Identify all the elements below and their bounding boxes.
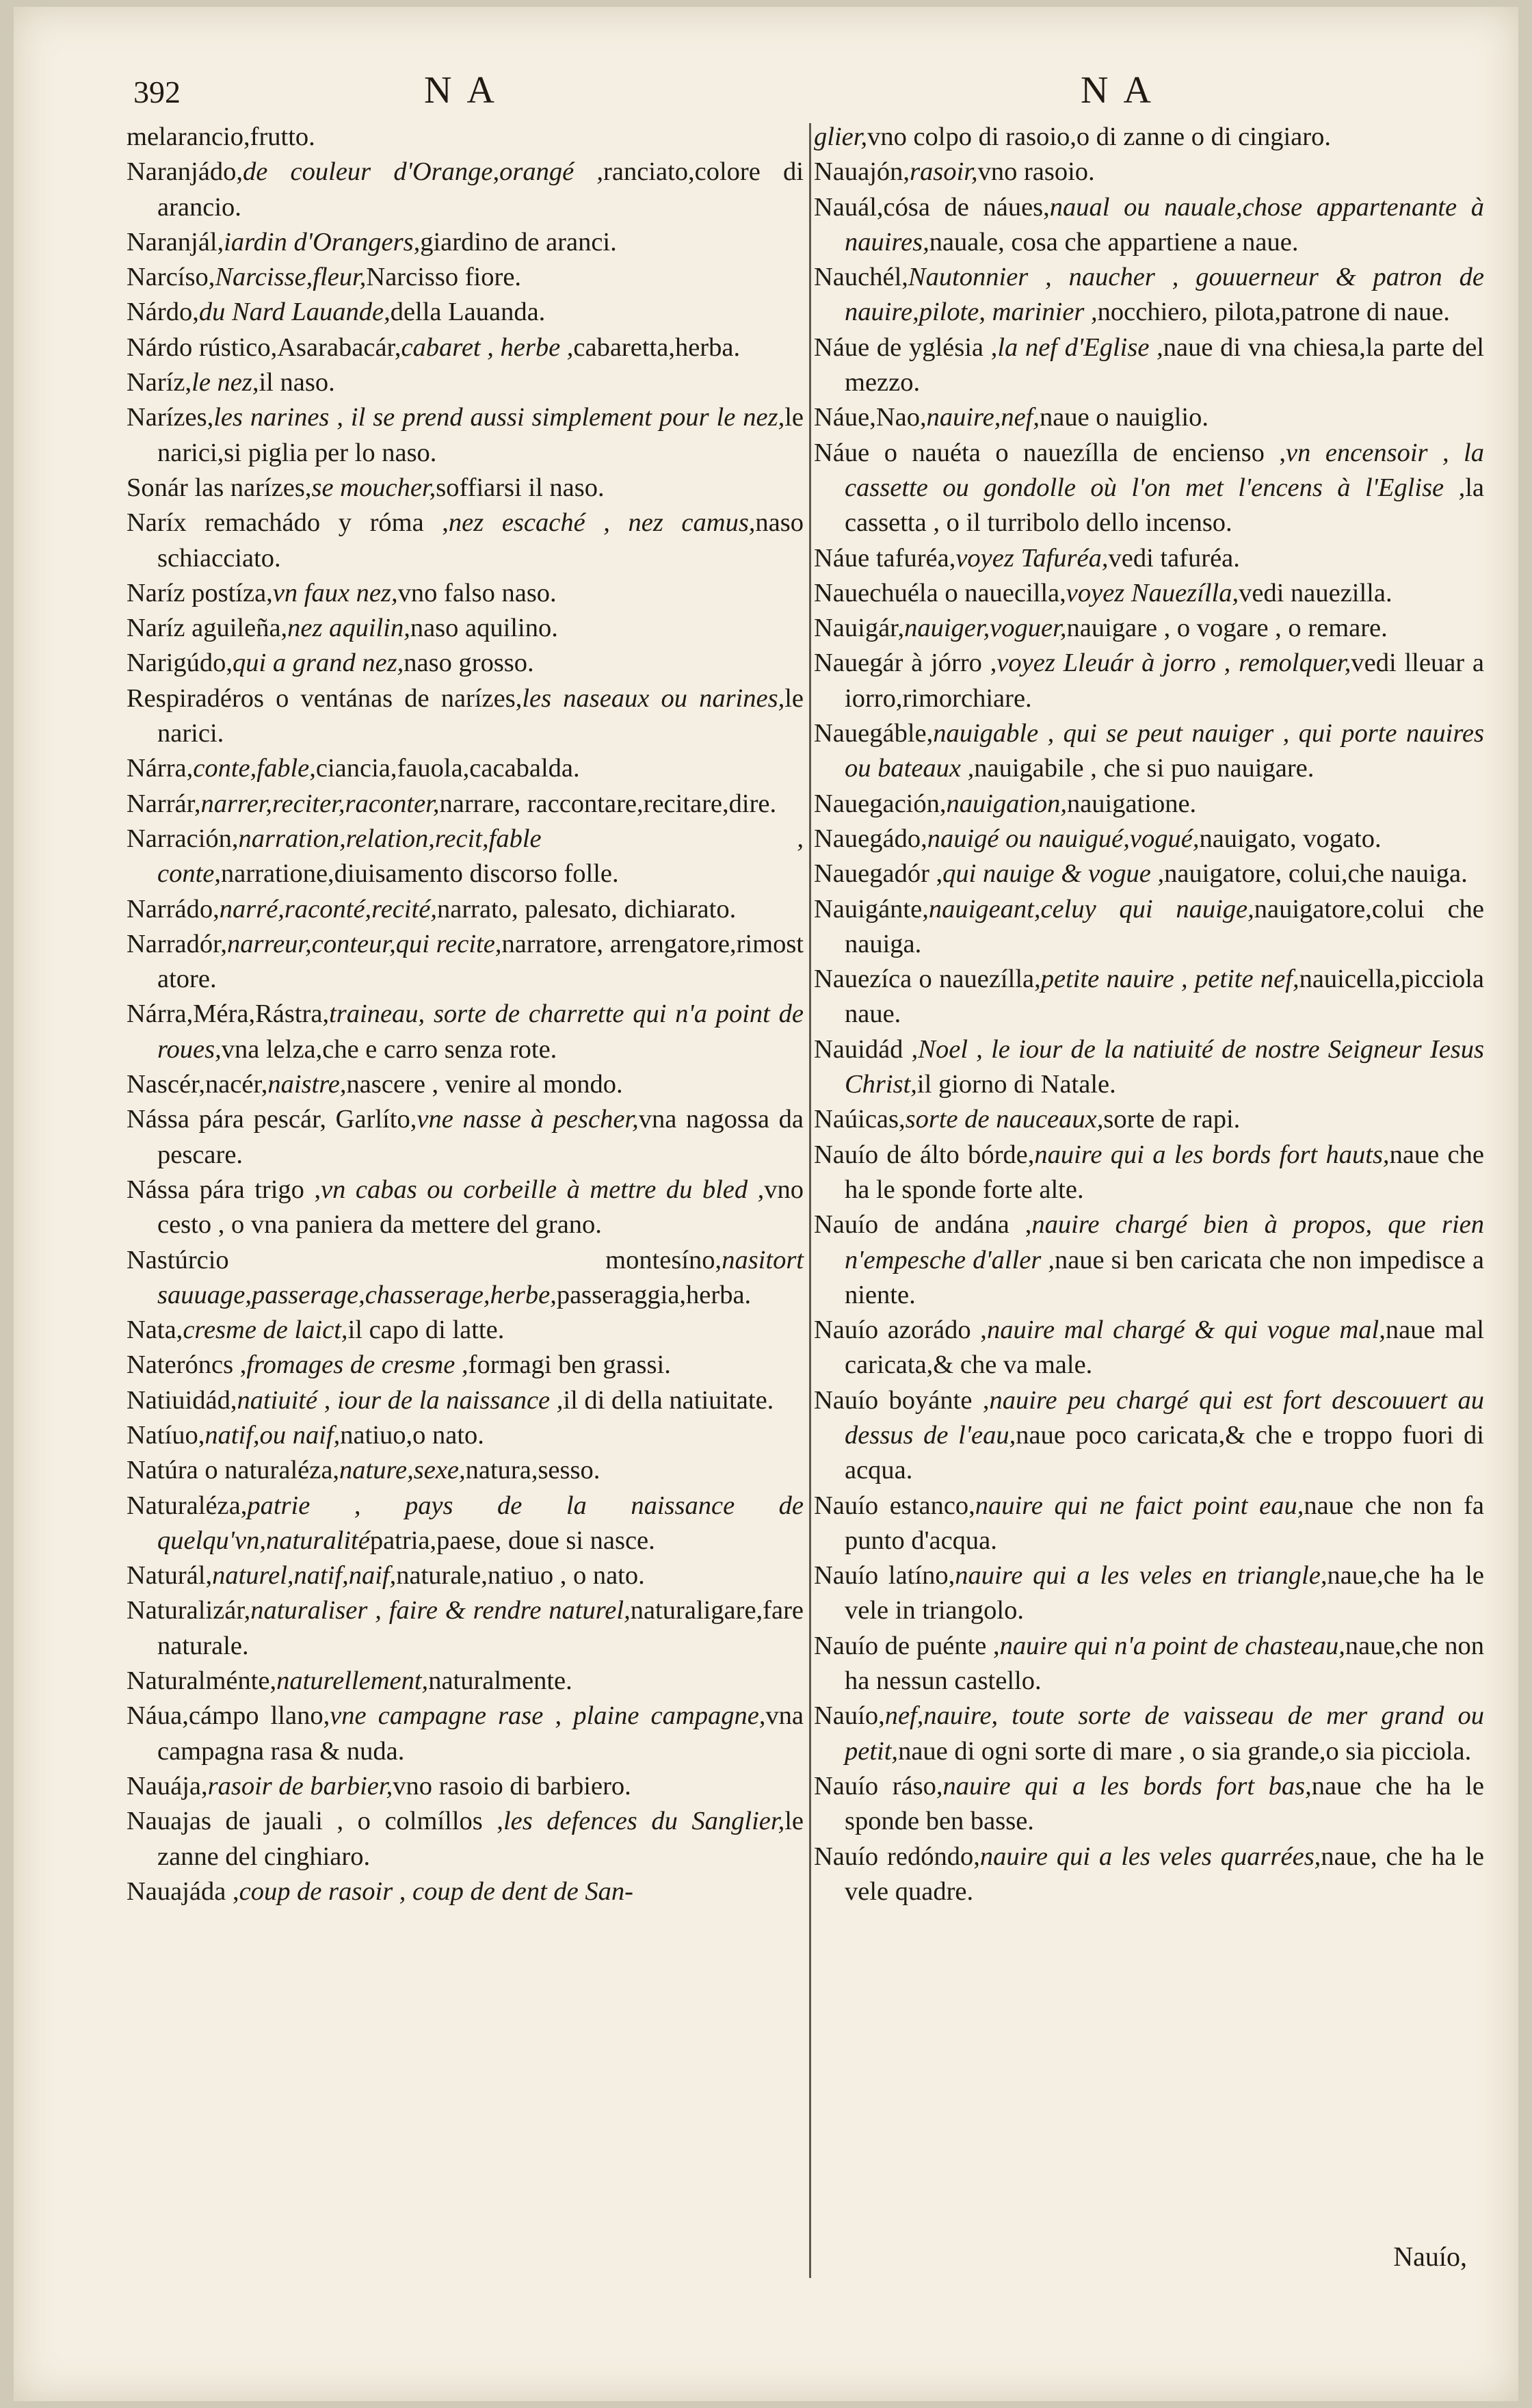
dictionary-entry [814, 1138, 1484, 1208]
entry-it: vedi lleuar a iorro,rimorchiare. [845, 649, 1485, 713]
entry-fr: se moucher, [311, 473, 436, 502]
entry-it: naso aquilino. [410, 614, 558, 643]
entry-fr: narré,raconté,recité, [219, 894, 437, 924]
entry-fr: conte,fable, [193, 754, 316, 783]
entry-es: Náue,Nao, [814, 403, 927, 432]
dictionary-entry [127, 1699, 804, 1769]
entry-fr: nauire mal chargé & qui vogue mal, [986, 1316, 1386, 1345]
entry-it: cabaretta,herba. [573, 332, 741, 362]
entry-fr: rasoir, [910, 157, 978, 187]
entry-es: Nássa pára pescár, Garlíto, [127, 1105, 417, 1134]
entry-it: naue di vna chiesa,la parte del mezzo. [845, 332, 1484, 397]
entry-it: naturale,natiuo , o nato. [396, 1561, 645, 1591]
dictionary-entry [127, 927, 804, 997]
dictionary-entry [127, 365, 804, 400]
entry-es: Nauío estanco, [814, 1491, 975, 1520]
entry-fr: naturel,natif,naif, [212, 1561, 397, 1591]
entry-fr: vne campagne rase , plaine campagne, [330, 1701, 766, 1731]
dictionary-entry [814, 260, 1484, 330]
entry-fr: patrie , pays de la naissance de quelqu'vn,naturalité [157, 1491, 804, 1555]
dictionary-entry [127, 1383, 804, 1418]
entry-es: Naranjál, [127, 227, 224, 257]
dictionary-entry [814, 1383, 1484, 1489]
entry-fr: vn cabas ou corbeille à mettre du bled , [321, 1175, 765, 1204]
entry-es: Nauío de puénte , [814, 1631, 1000, 1660]
dictionary-entry [127, 611, 804, 646]
entry-fr: nez escaché , nez camus, [448, 508, 756, 538]
entry-it: naue che non fa punto d'acqua. [845, 1491, 1484, 1555]
entry-es: Náue o nauéta o nauezílla de encienso , [814, 438, 1286, 467]
dictionary-entry [127, 1348, 804, 1383]
dictionary-entry [127, 681, 804, 752]
entry-es: Narigúdo, [127, 649, 233, 678]
dictionary-entry [814, 1313, 1484, 1383]
dictionary-entry [127, 1804, 804, 1874]
entry-it: naso grosso. [404, 649, 534, 678]
entry-fr: les naseaux ou narines, [522, 683, 785, 713]
entry-fr: nauire qui a les veles quarrées, [979, 1842, 1321, 1871]
dictionary-entry [814, 856, 1484, 891]
entry-it: nauicella,picciola naue. [845, 965, 1484, 1029]
dictionary-entry [814, 611, 1484, 646]
dictionary-entry [814, 962, 1484, 1032]
entry-it: vna nagossa da pescare. [157, 1105, 804, 1169]
dictionary-entry [814, 436, 1484, 541]
entry-it: naturaligare,fare naturale. [157, 1596, 804, 1660]
entry-fr: Nautonnier , naucher , gouuerneur & patron de nauire,pilote, marinier , [845, 263, 1484, 327]
entry-es: Nauajáda , [127, 1876, 239, 1906]
entry-es: Nauío boyánte , [814, 1385, 990, 1415]
entry-es: Nauegádo, [814, 824, 927, 853]
page-header [14, 68, 1518, 123]
entry-fr: naturaliser , faire & rendre naturel, [250, 1596, 631, 1625]
entry-es: Nárra,Méra,Rástra, [127, 999, 330, 1029]
entry-it: naue che ha le sponde ben basse. [845, 1771, 1484, 1836]
entry-it: nauigabile , che si puo nauigare. [974, 754, 1315, 783]
entry-it: soffiarsi il naso. [436, 473, 605, 502]
entry-it: nocchiero, pilota,patrone di naue. [1097, 298, 1450, 327]
entry-it: nauigato, vogato. [1199, 824, 1382, 853]
entry-es: Naranjádo, [127, 157, 243, 187]
dictionary-entry [814, 716, 1484, 787]
entry-it: vno rasoio. [977, 157, 1095, 187]
entry-es: Narízes, [127, 403, 214, 432]
entry-it: vno colpo di rasoio,o di zanne o di cingiaro. [867, 122, 1331, 151]
dictionary-entry [127, 225, 804, 260]
dictionary-entry [814, 120, 1484, 155]
page-number: 392 [133, 75, 181, 109]
dictionary-entry [814, 1840, 1484, 1910]
entry-it: vno falso naso. [397, 578, 557, 607]
entry-es: Nata, [127, 1316, 183, 1345]
dictionary-entry [127, 646, 804, 681]
entry-it: naue di ogni sorte di mare , o sia grande,o sia picciola. [898, 1736, 1472, 1766]
entry-it: naue, che ha le vele quadre. [845, 1842, 1485, 1906]
column-divider [809, 123, 811, 2278]
entry-es: Nauío, [814, 1701, 885, 1731]
entry-it: le narici. [157, 683, 804, 748]
entry-it: formagi ben grassi. [468, 1350, 671, 1380]
entry-fr: sorte de nauceaux, [905, 1105, 1104, 1134]
entry-fr: Noel , le iour de la natiuité de nostre Seigneur Iesus Christ, [845, 1034, 1484, 1099]
dictionary-entry [127, 1067, 804, 1102]
entry-fr: traineau, sorte de charrette qui n'a point de roues, [157, 999, 804, 1064]
entry-it: Narcisso fiore. [366, 263, 522, 292]
entry-fr: nauire qui ne faict point eau, [975, 1491, 1304, 1520]
dictionary-entry [814, 1207, 1484, 1313]
entry-es: Nauajón, [814, 157, 910, 187]
entry-it: il naso. [259, 368, 335, 397]
entry-it: naue che ha le sponde forte alte. [845, 1140, 1484, 1204]
entry-es: Naturaléza, [127, 1491, 248, 1520]
entry-es: Narrár, [127, 789, 201, 818]
entry-it: vedi nauezilla. [1239, 578, 1392, 607]
entry-fr: voyez Lleuár à jorro , remolquer, [996, 649, 1351, 678]
right-column [814, 120, 1484, 1909]
entry-it: le narici,si piglia per lo naso. [157, 403, 804, 467]
dictionary-entry [127, 120, 804, 155]
entry-it: patria,paese, doue si nasce. [369, 1526, 655, 1555]
entry-fr: fromages de cresme , [246, 1350, 468, 1380]
dictionary-entry [127, 295, 804, 330]
dictionary-entry [814, 190, 1484, 261]
entry-es: Nárdo rústico,Asarabacár, [127, 332, 401, 362]
dictionary-entry [127, 997, 804, 1067]
entry-fr: nef,nauire, toute sorte de vaisseau de mer grand ou petit, [845, 1701, 1484, 1766]
entry-fr: vn faux nez, [272, 578, 398, 607]
entry-it: vna campagna rasa & nuda. [157, 1701, 804, 1766]
entry-es: Nárdo, [127, 298, 199, 327]
entry-fr: nauire chargé bien à propos, que rien n'empesche d'aller , [845, 1210, 1484, 1274]
entry-fr: iardin d'Orangers, [224, 227, 421, 257]
dictionary-entry [127, 1418, 804, 1453]
dictionary-entry [127, 822, 804, 892]
entry-it: della Lauanda. [390, 298, 546, 327]
entry-fr: naual ou nauale,chose appartenante à nauires, [845, 192, 1484, 257]
entry-es: Sonár las narízes, [127, 473, 312, 502]
entry-it: naturalmente. [428, 1666, 572, 1696]
dictionary-entry [127, 1593, 804, 1664]
entry-fr: nauigable , qui se peut nauiger , qui porte nauires ou bateaux , [845, 719, 1484, 783]
entry-es: Nauío de andána , [814, 1210, 1032, 1240]
entry-fr: nauire qui a les bords fort hauts, [1034, 1140, 1390, 1169]
entry-fr: nauigation, [946, 789, 1067, 818]
entry-es: Naríx remachádo y róma , [127, 508, 449, 538]
entry-it: naso schiacciato. [157, 508, 804, 573]
entry-it: il di della natiuitate. [563, 1385, 774, 1415]
dictionary-entry [127, 1173, 804, 1243]
entry-es: Nateróncs , [127, 1350, 247, 1380]
entry-es: Narradór, [127, 929, 228, 958]
entry-es: Narcíso, [127, 263, 215, 292]
entry-es: Nauegadór , [814, 859, 943, 889]
entry-it: naue o nauiglio. [1040, 403, 1209, 432]
entry-it: nascere , venire al mondo. [346, 1070, 623, 1099]
entry-fr: nature,sexe, [339, 1456, 466, 1485]
dictionary-entry [127, 576, 804, 611]
entry-it: narrare, raccontare,recitare,dire. [439, 789, 777, 818]
entry-fr: nez aquilin, [287, 614, 410, 643]
entry-fr: les defences du Sanglier, [503, 1807, 785, 1836]
entry-fr: nauigeant,celuy qui nauige, [928, 894, 1254, 924]
dictionary-entry [127, 787, 804, 822]
dictionary-entry [814, 1629, 1484, 1699]
entry-it: la cassetta , o il turribolo dello incenso. [845, 473, 1484, 538]
dictionary-entry [127, 892, 804, 927]
entry-es: Nauchél, [814, 263, 908, 292]
entry-es: Nauegáble, [814, 719, 934, 748]
entry-es: Nauegación, [814, 789, 947, 818]
dictionary-entry [814, 892, 1484, 963]
entry-it: vno rasoio di barbiero. [393, 1771, 631, 1801]
entry-es: Naríz postíza, [127, 578, 273, 607]
entry-fr: qui a grand nez, [233, 649, 404, 678]
entry-it: natura,sesso. [465, 1456, 600, 1485]
entry-fr: vne nasse à pescher, [417, 1105, 639, 1134]
entry-es: Naturál, [127, 1561, 213, 1591]
entry-es: Nauío de álto bórde, [814, 1140, 1035, 1169]
entry-es: Nauío azorádo , [814, 1316, 987, 1345]
entry-es: Nauío latíno, [814, 1561, 955, 1591]
entry-fr: voyez Nauezílla, [1066, 578, 1239, 607]
entry-it: nauigatione. [1066, 789, 1197, 818]
dictionary-entry [814, 1699, 1484, 1769]
entry-it: nauigatore,colui che nauiga. [845, 894, 1484, 958]
entry-es: Nauezíca o nauezílla, [814, 965, 1041, 994]
entry-fr: nauire qui a les veles en triangle, [955, 1561, 1328, 1591]
dictionary-entry [814, 1032, 1484, 1103]
entry-es: Náue de yglésia , [814, 332, 998, 362]
dictionary-entry [127, 1664, 804, 1699]
entry-fr: cabaret , herbe , [401, 332, 574, 362]
dictionary-entry [814, 155, 1484, 189]
entry-es: Naúicas, [814, 1105, 906, 1134]
entry-fr: le nez, [192, 368, 259, 397]
dictionary-entry [127, 330, 804, 365]
entry-es: Nauío redóndo, [814, 1842, 980, 1871]
entry-fr: narrer,reciter,raconter, [200, 789, 440, 818]
dictionary-entry [814, 646, 1484, 716]
dictionary-entry [127, 1874, 804, 1909]
entry-fr: nauire peu chargé qui est fort descouuert au dessus de l'eau, [845, 1385, 1484, 1450]
entry-es: Nascér,nacér, [127, 1070, 268, 1099]
entry-es: Naturalménte, [127, 1666, 277, 1696]
entry-fr: glier, [814, 122, 868, 151]
left-column [127, 120, 804, 1909]
dictionary-entry [127, 400, 804, 471]
dictionary-entry [814, 1769, 1484, 1840]
entry-fr: du Nard Lauande, [198, 298, 391, 327]
entry-fr: les narines , il se prend aussi simplement pour le nez, [213, 403, 785, 432]
entry-fr: nasitort sauuage,passerage,chasserage,herbe, [157, 1245, 804, 1309]
entry-fr: nauire qui n'a point de chasteau, [999, 1631, 1345, 1660]
dictionary-entry [127, 1769, 804, 1804]
entry-es: Nauája, [127, 1771, 208, 1801]
entry-it: naue poco caricata,& che e troppo fuori di acqua. [845, 1420, 1484, 1485]
dictionary-entry [814, 330, 1484, 401]
entry-it: sorte de rapi. [1103, 1105, 1241, 1134]
dictionary-page [14, 7, 1518, 2401]
entry-it: melarancio,frutto. [127, 122, 315, 151]
entry-fr: coup de rasoir , coup de dent de San- [239, 1876, 633, 1906]
entry-fr: narration,relation,recit,fable , conte, [157, 824, 804, 889]
entry-es: Respiradéros o ventánas de narízes, [127, 683, 523, 713]
entry-fr: Narcisse,fleur, [215, 263, 367, 292]
dictionary-entry [127, 1243, 804, 1313]
running-head-right: NA [1081, 69, 1166, 112]
entry-fr: naturellement, [276, 1666, 429, 1696]
entry-it: narratore, arrengatore,rimost atore. [157, 929, 804, 994]
dictionary-entry [814, 1102, 1484, 1137]
running-head-left: NA [424, 69, 510, 112]
entry-it: vno cesto , o vna paniera da mettere del grano. [157, 1175, 804, 1240]
entry-fr: nauire,nef, [926, 403, 1040, 432]
entry-it: ranciato,colore di arancio. [157, 157, 804, 222]
entry-es: Nauigár, [814, 614, 905, 643]
entry-es: Náua,cámpo llano, [127, 1701, 330, 1731]
dictionary-entry [814, 787, 1484, 822]
entry-fr: nauire qui a les bords fort bas, [942, 1771, 1312, 1801]
entry-it: naue,che ha le vele in triangolo. [845, 1561, 1484, 1625]
dictionary-entry [127, 1313, 804, 1348]
entry-es: Natíuo, [127, 1420, 205, 1450]
entry-it: natiuo,o nato. [340, 1420, 484, 1450]
entry-es: Nauigánte, [814, 894, 929, 924]
entry-fr: natif,ou naif, [204, 1420, 341, 1450]
dictionary-entry [814, 576, 1484, 611]
entry-it: naue mal caricata,& che va male. [845, 1316, 1484, 1380]
entry-fr: voyez Tafuréa, [955, 543, 1109, 573]
entry-it: giardino de aranci. [420, 227, 617, 257]
dictionary-entry [127, 471, 804, 506]
dictionary-entry [127, 506, 804, 576]
entry-es: Natiuidád, [127, 1385, 237, 1415]
dictionary-entry [127, 260, 804, 295]
dictionary-entry [127, 1102, 804, 1173]
dictionary-entry [127, 1558, 804, 1593]
entry-it: le zanne del cinghiaro. [157, 1807, 804, 1871]
dictionary-entry [814, 1558, 1484, 1629]
entry-es: Nastúrcio montesíno, [127, 1245, 722, 1274]
entry-es: Nauío rásо, [814, 1771, 943, 1801]
entry-es: Nauegár à jórro , [814, 649, 997, 678]
entry-fr: nauigé ou nauigué,vogué, [927, 824, 1200, 853]
entry-fr: cresme de laict, [183, 1316, 348, 1345]
entry-es: Nauál,cósa de náues, [814, 192, 1050, 222]
entry-it: ciancia,fauola,cacabalda. [315, 754, 580, 783]
entry-es: Náue tafuréa, [814, 543, 956, 573]
dictionary-entry [814, 822, 1484, 856]
entry-it: nauigare , o vogare , o remare. [1066, 614, 1388, 643]
entry-fr: petite nauire , petite nef, [1040, 965, 1299, 994]
dictionary-entry [814, 541, 1484, 576]
entry-it: narrato, palesato, dichiarato. [437, 894, 737, 924]
entry-fr: rasoir de barbier, [207, 1771, 393, 1801]
entry-es: Nauajas de jauali , o colmíllos , [127, 1807, 503, 1836]
entry-es: Narración, [127, 824, 239, 853]
entry-it: narratione,diuisamento discorso folle. [221, 859, 619, 889]
entry-es: Nauechuéla o nauecilla, [814, 578, 1066, 607]
entry-es: Naturalizár, [127, 1596, 251, 1625]
entry-fr: de couleur d'Orange,orangé , [242, 157, 604, 187]
entry-it: il capo di latte. [347, 1316, 505, 1345]
entry-es: Narrádo, [127, 894, 220, 924]
entry-es: Nárra, [127, 754, 194, 783]
entry-es: Nauidád , [814, 1034, 919, 1064]
entry-fr: la nef d'Eglise , [997, 332, 1163, 362]
dictionary-entry [814, 1489, 1484, 1559]
entry-es: Natúra o naturaléza, [127, 1456, 340, 1485]
entry-es: Naríz aguileña, [127, 614, 288, 643]
catchword: Nauío, [1393, 2241, 1467, 2272]
entry-fr: naistre, [267, 1070, 347, 1099]
entry-es: Naríz, [127, 368, 192, 397]
entry-it: nauigatore, colui,che nauiga. [1164, 859, 1468, 889]
dictionary-entry [127, 155, 804, 225]
entry-it: vna lelza,che e carro senza rote. [221, 1034, 557, 1064]
dictionary-entry [127, 751, 804, 786]
dictionary-entry [814, 400, 1484, 435]
entry-it: naue si ben caricata che non impedisce a niente. [845, 1245, 1484, 1309]
entry-fr: nauiger,voguer, [904, 614, 1067, 643]
entry-es: Nássa pára trigo , [127, 1175, 321, 1204]
entry-fr: natiuité , iour de la naissance , [237, 1385, 564, 1415]
entry-it: passeraggia,herba. [556, 1280, 752, 1309]
entry-it: naue,che non ha nessun castello. [845, 1631, 1484, 1696]
entry-it: nauale, cosa che appartiene a naue. [929, 227, 1299, 257]
dictionary-entry [127, 1453, 804, 1488]
entry-it: il giorno di Natale. [916, 1070, 1116, 1099]
entry-fr: qui nauige & vogue , [942, 859, 1165, 889]
entry-fr: vn encensoir , la cassette ou gondolle où l'on met l'encens à l'Eglise , [845, 438, 1484, 502]
dictionary-entry [127, 1489, 804, 1559]
entry-fr: narreur,conteur,qui recite, [227, 929, 502, 958]
entry-it: vedi tafuréa. [1108, 543, 1240, 573]
